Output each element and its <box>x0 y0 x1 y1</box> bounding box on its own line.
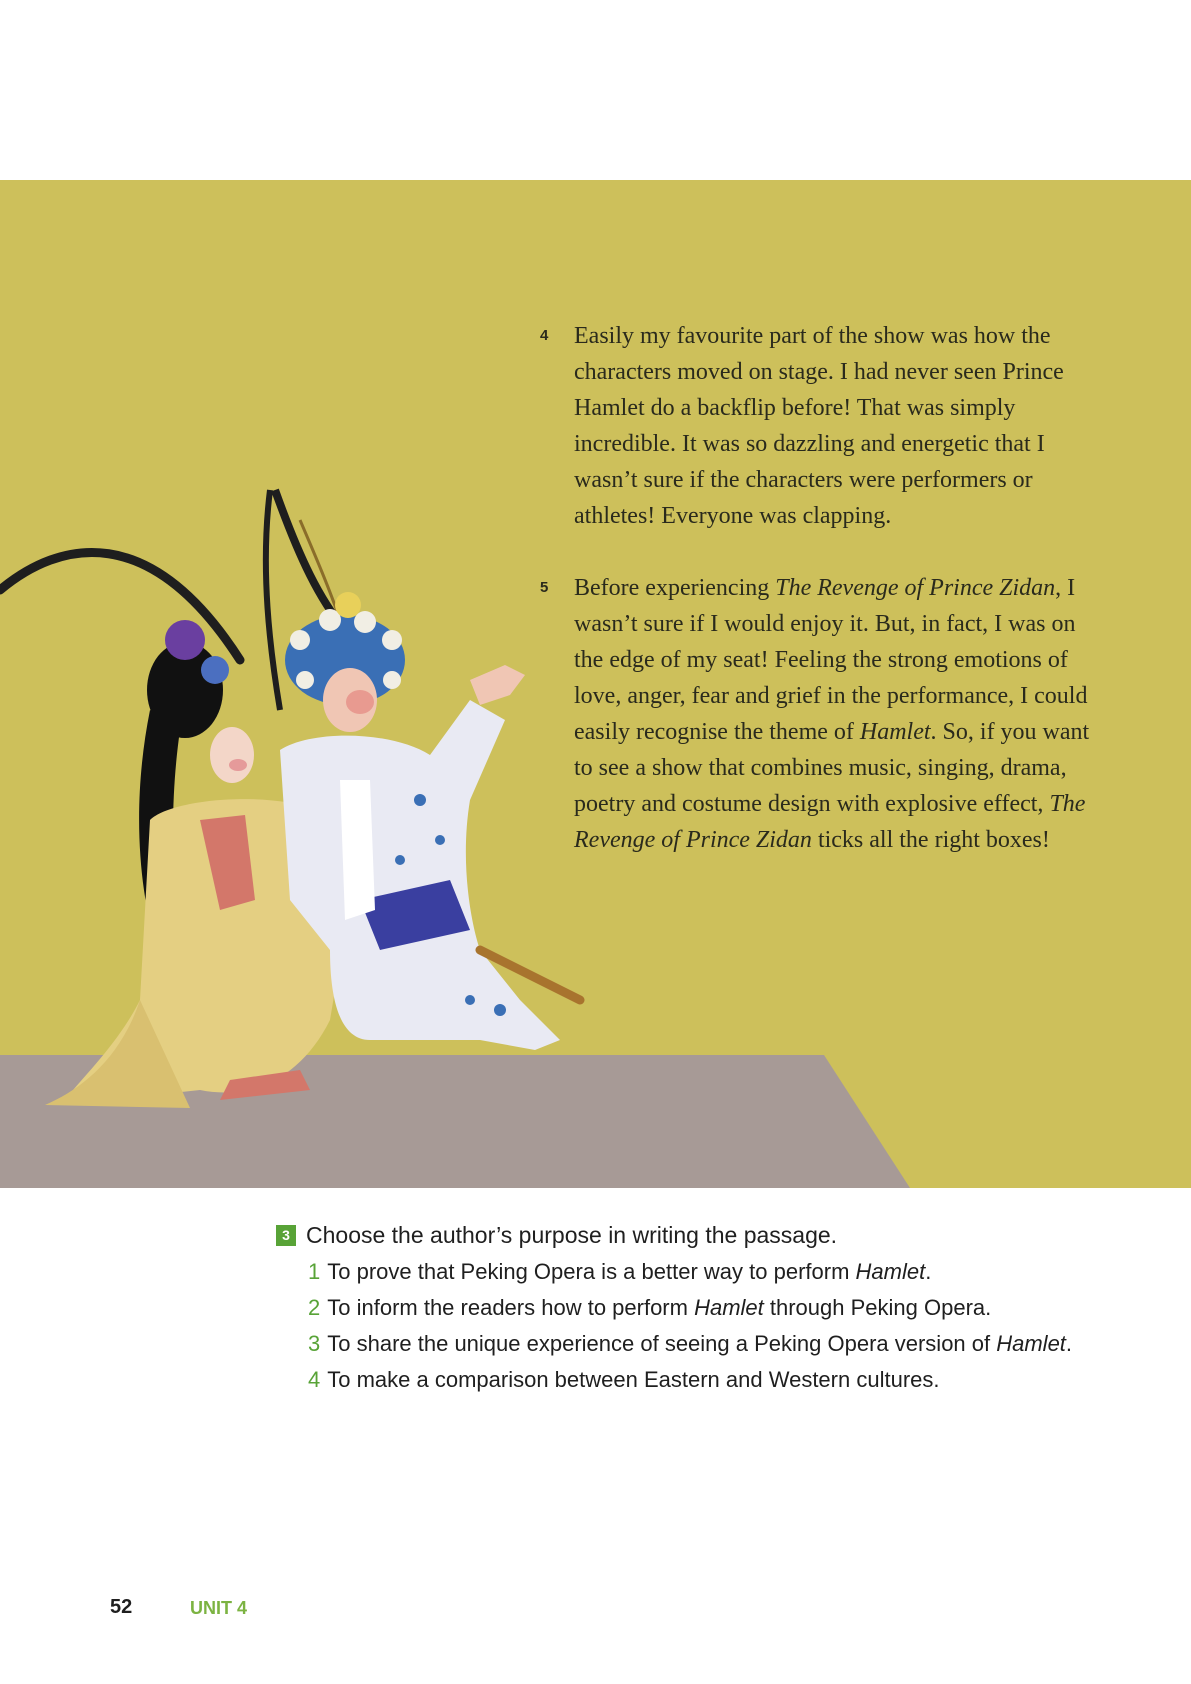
answer-option[interactable] <box>308 1290 1136 1326</box>
exercise-3 <box>276 1220 1136 1398</box>
option-text <box>327 1295 991 1320</box>
italic-title: Hamlet <box>855 1259 926 1284</box>
option-number: 4 <box>308 1367 321 1392</box>
answer-options <box>308 1254 1136 1398</box>
italic-title: The Revenge of Prince Zidan <box>775 575 1056 601</box>
text-run: Before experiencing <box>574 575 776 601</box>
text-run: To make a comparison between Eastern and Western cultures. <box>327 1367 940 1392</box>
answer-option[interactable] <box>308 1326 1136 1362</box>
text-run: To prove that Peking Opera is a better way to perform <box>327 1259 856 1284</box>
exercise-heading <box>276 1220 1136 1250</box>
text-run: To share the unique experience of seeing a Peking Opera version of <box>327 1331 997 1356</box>
passage <box>540 318 1100 894</box>
text-run: . <box>1065 1331 1073 1356</box>
answer-option[interactable] <box>308 1362 1136 1398</box>
unit-label: UNIT 4 <box>190 1598 248 1618</box>
option-text <box>327 1259 931 1284</box>
italic-title: The Revenge of Prince Zidan <box>574 791 1086 853</box>
option-number: 1 <box>308 1259 321 1284</box>
option-number: 3 <box>308 1331 321 1356</box>
italic-title: Hamlet <box>859 719 931 745</box>
answer-option[interactable] <box>308 1254 1136 1290</box>
text-run: . So, if you want to see a show that combines music, singing, drama, poetry and costume design with explosive effect, <box>574 719 1090 817</box>
option-text <box>327 1367 939 1392</box>
text-run: To inform the readers how to perform <box>327 1295 695 1320</box>
italic-title: Hamlet <box>694 1295 764 1320</box>
italic-title: Hamlet <box>996 1331 1066 1356</box>
text-run: , I wasn’t sure if I would enjoy it. But, in fact, I was on the edge of my seat! Feeling the strong emotions of love, anger, fear and grief in the performance, I could easily recognise the theme of <box>574 575 1088 745</box>
paragraph-number: 4 <box>540 327 549 344</box>
exercise-number-badge: 3 <box>276 1225 296 1246</box>
paragraph-4 <box>540 318 1100 534</box>
text-run: . <box>925 1259 932 1284</box>
text-run: through Peking Opera. <box>763 1295 992 1320</box>
paragraph-number: 5 <box>540 579 549 596</box>
text-run: Easily my favourite part of the show was how the characters moved on stage. I had never seen Prince Hamlet do a backflip before! That was simply incredible. It was so dazzling and energetic that I wasn’t sure if the characters were performers or athletes! Everyone was clapping. <box>574 323 1064 529</box>
exercise-instruction: Choose the author’s purpose in writing the passage. <box>306 1222 838 1248</box>
paragraph-text <box>574 570 1100 858</box>
option-text <box>327 1331 1072 1356</box>
text-run: ticks all the right boxes! <box>811 827 1050 853</box>
paragraph-text <box>574 318 1100 534</box>
option-number: 2 <box>308 1295 321 1320</box>
paragraph-5 <box>540 570 1100 858</box>
page-number: 52 <box>110 1596 133 1618</box>
